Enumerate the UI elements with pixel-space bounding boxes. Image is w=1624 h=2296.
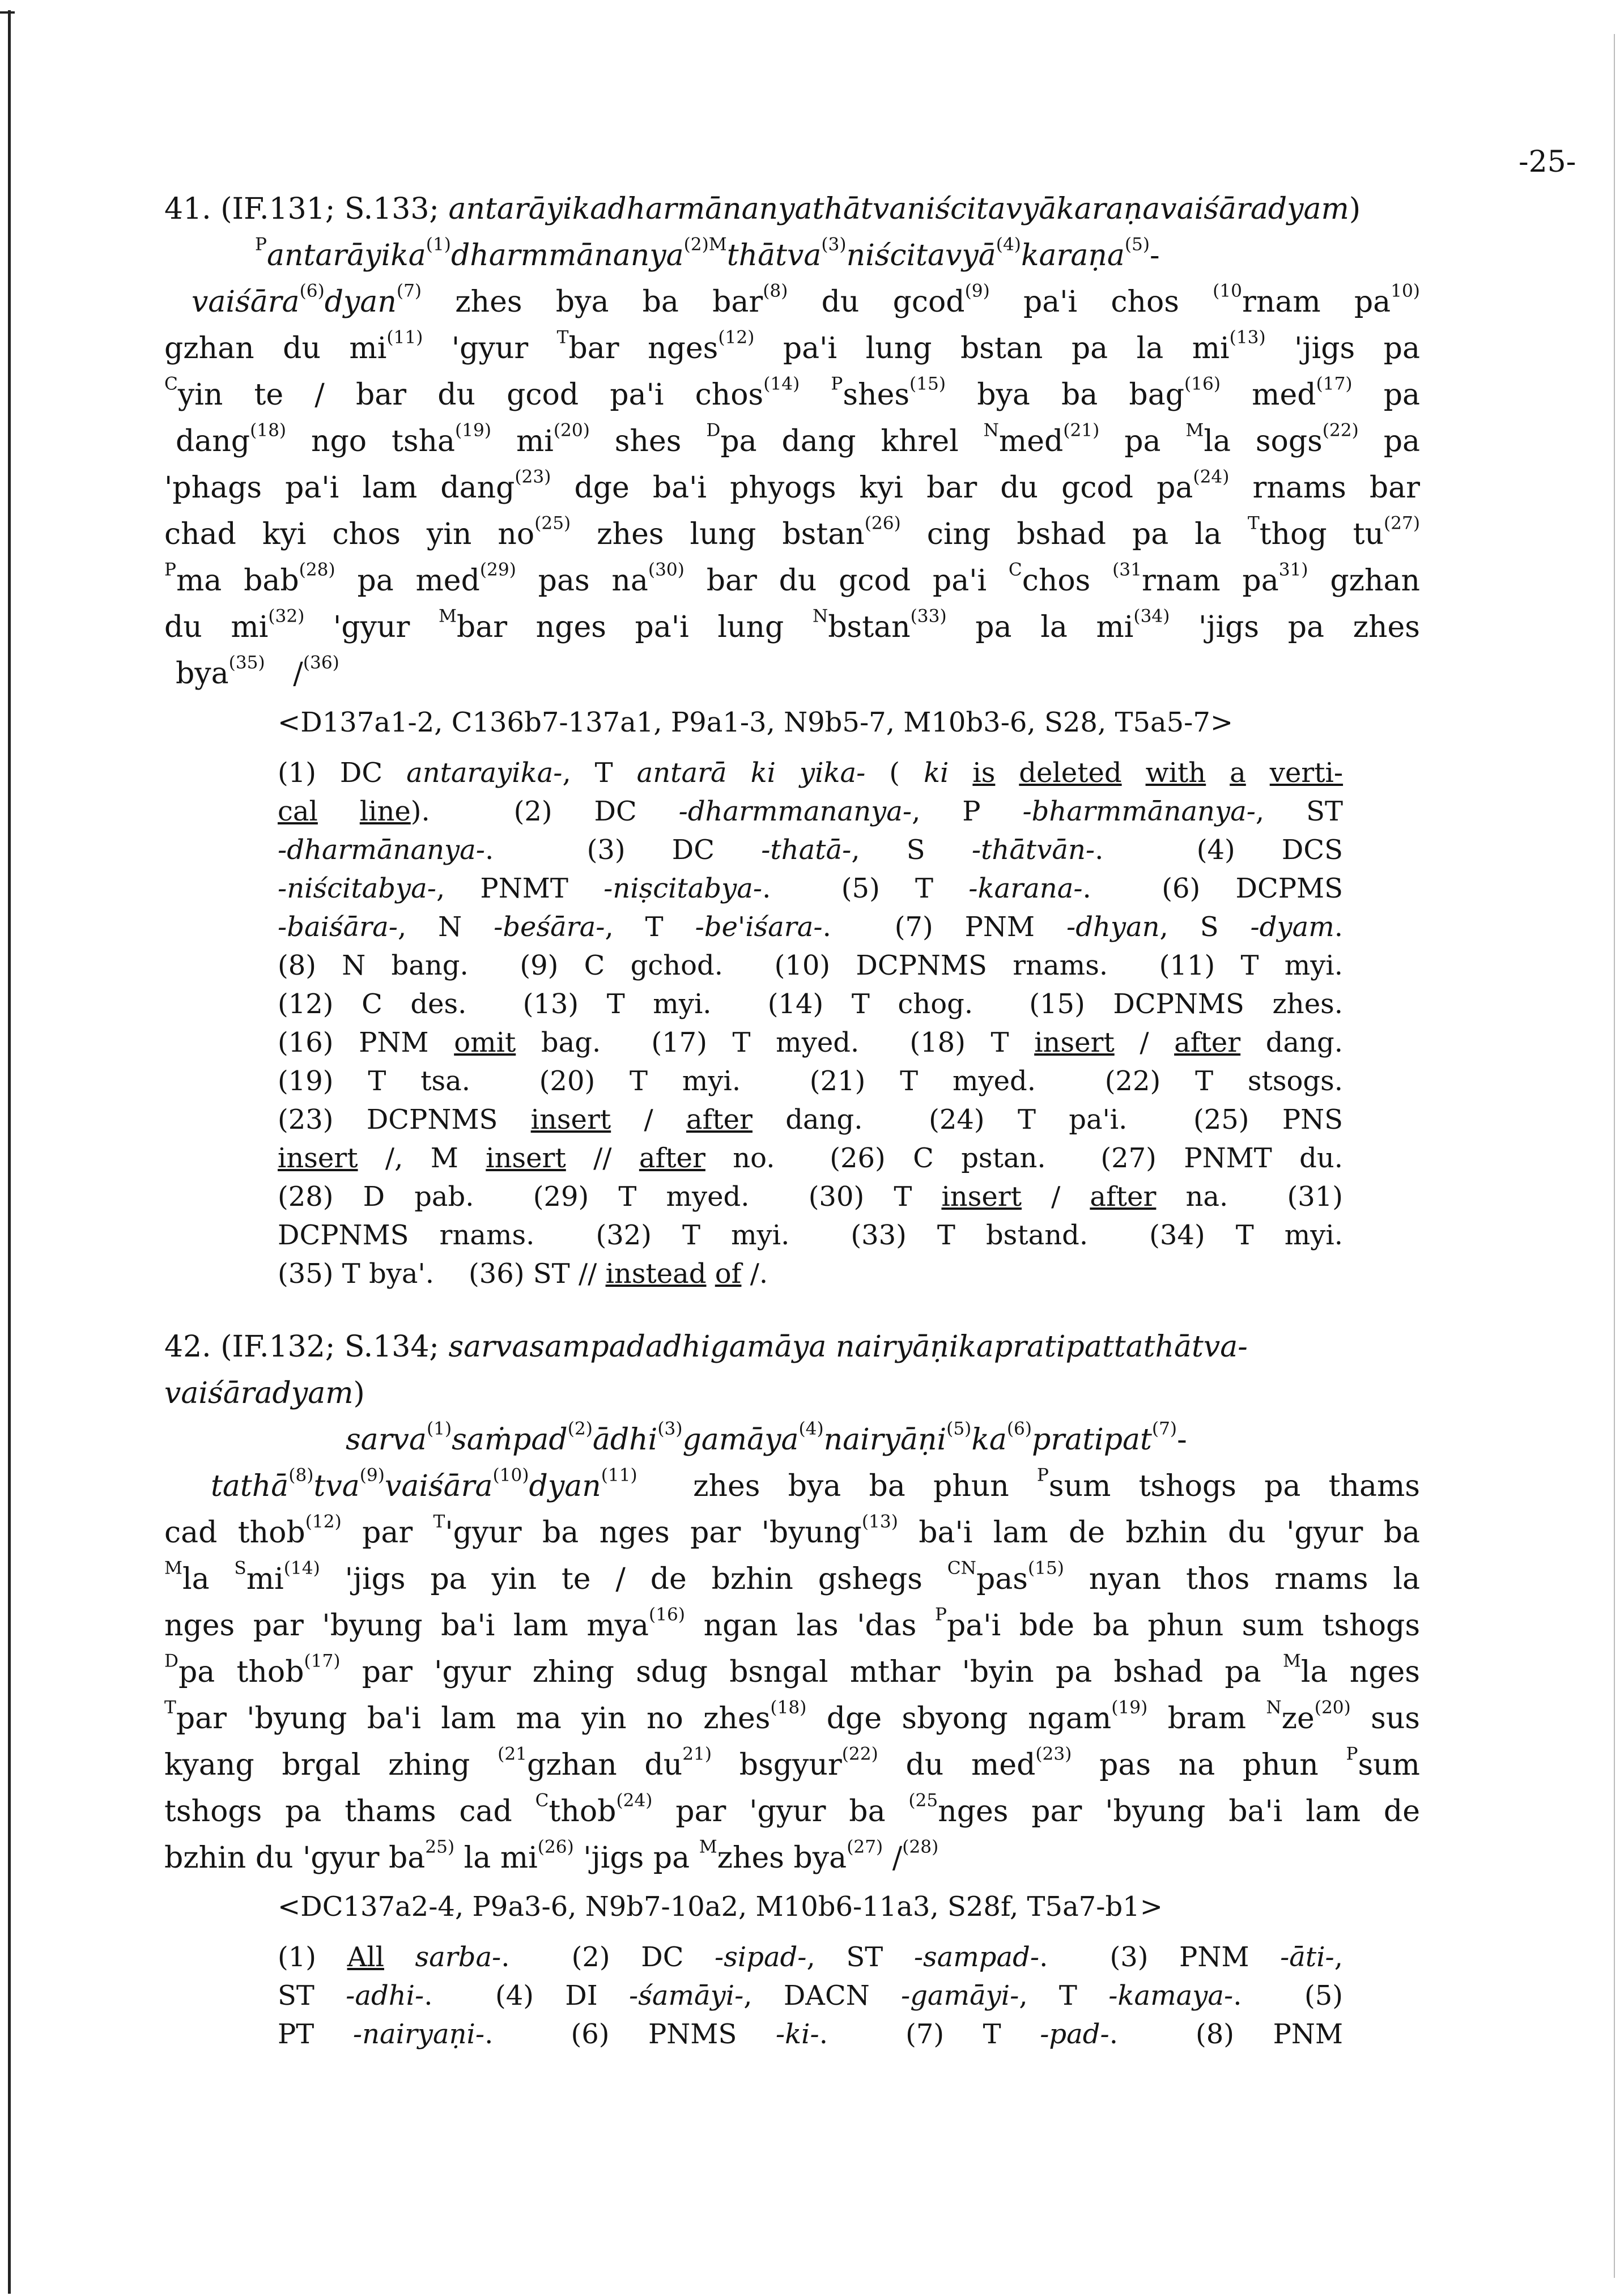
entry-41-note: insert /, M insert // after no. (26) C pstan. (27) PNMT du. [278, 1142, 1343, 1174]
entry-41-note: -niścitabya-, PNMT -niṣcitabya-. (5) T -karana-. (6) DCPMS [278, 873, 1344, 904]
entry-41-note: -dharmānanya-. (3) DC -thatā-, S -thātvān-. (4) DCS [278, 834, 1344, 866]
entry-42-note: ST -adhi-. (4) DI -śamāyi-, DACN -gamāyi-, T -kamaya-. (5) [278, 1980, 1344, 2012]
entry-42-line: $^D$pa thob$^{(17)}$ par 'gyur zhing sdug bsngal mthar 'byin pa bshad pa $^M$la nges [164, 1651, 1420, 1689]
entry-42-line: $^M$la $^Smi^{(14)}$ 'jigs pa yin te / de bzhin gshegs $^{CN}$pas$^{(15)}$ nyan thos rnams la [164, 1558, 1420, 1596]
entry-42-line: bzhin du 'gyur $ba^{25)}$ la $mi^{(26)}$ 'jigs pa $^M$zhes bya$^{(27)}$ /$^{(28)}$ [164, 1836, 939, 1875]
entry-42-line: nges par 'byung ba'i lam mya$^{(16)}$ ngan las 'das $^P$pa'i bde ba phun sum tshogs [164, 1604, 1420, 1643]
entry-42-note: (1) All sarba-. (2) DC -sipad-, ST -sampad-. (3) PNM -āti-, [278, 1941, 1344, 1973]
entry-41-note: (28) D pab. (29) T myed. (30) T insert / after na. (31) [278, 1181, 1344, 1213]
right-margin-rule [1614, 34, 1615, 2278]
entry-41-line: dang$^{(18)}$ ngo tsha$^{(19)}$ $mi^{(20)}$ shes $^D$pa dang khrel $^N$med$^{(21)}$ pa $^M$la sogs$^{(22)}$ pa [176, 420, 1420, 458]
page-number: -25- [1519, 145, 1576, 179]
entry-42-sources: <DC137a2-4, P9a3-6, N9b7-10a2, M10b6-11a3, S28f, T5a7-b1> [278, 1891, 1163, 1923]
entry-41-line: bya$^{(35)}$ /$^{(36)}$ [176, 652, 339, 691]
entry-42-line: $sarva^{(1)}saṁpad^{(2)}ādhi^{(3)}gamāya^{(4)}nairyāṇi^{(5)}ka^{(6)}pratipat^{(7)}-$ [346, 1418, 1187, 1457]
entry-41-line: $^P$ma bab$^{(28)}$ pa med$^{(29)}$ pas $na^{(30)}$ bar du gcod pa'i $^C$chos $^{(31}$rnam $pa^{31)}$ gzhan [164, 559, 1421, 598]
top-left-tick [0, 11, 15, 14]
entry-41-note: (8) N bang. (9) C gchod. (10) DCPNMS rnams. (11) T myi. [278, 950, 1343, 981]
entry-41-line: 'phags pa'i lam dang$^{(23)}$ dge ba'i phyogs kyi bar du gcod $pa^{(24)}$ rnams bar [164, 466, 1420, 505]
entry-41-note: (1) DC antarayika-, T antarā ki yika- ( ki is deleted with a verti- [278, 757, 1344, 789]
entry-41-line: du $mi^{(32)}$ 'gyur $^M$bar nges pa'i lung $^N$bstan$^{(33)}$ pa la $mi^{(34)}$ 'jigs pa zhes [164, 606, 1420, 644]
entry-42-line: tathā$^{(8)}$tva$^{(9)}$vaiśāra$^{(10)}$dyan$^{(11)}$ zhes bya ba phun $^P$sum tshogs pa thams [211, 1465, 1420, 1503]
entry-41-line: $^C$yin te / bar du gcod pa'i chos$^{(14)}$ $^P$shes$^{(15)}$ bya ba bag$^{(16)}$ med$^{(17)}$ pa [164, 373, 1421, 412]
entry-41-note: (23) DCPNMS insert / after dang. (24) T pa'i. (25) PNS [278, 1104, 1343, 1136]
entry-42-heading-cont: vaiśāradyam) [164, 1376, 365, 1410]
entry-42-heading: 42. (IF.132; S.134; sarvasampadadhigamāya nairyāṇikapratipattathātva- [164, 1330, 1248, 1364]
entry-42-line: cad thob$^{(12)}$ par $^T$'gyur ba nges par 'byung$^{(13)}$ ba'i lam de bzhin du 'gyur ba [164, 1511, 1420, 1550]
entry-41-line: gzhan du $mi^{(11)}$ 'gyur $^T$bar nges$^{(12)}$ pa'i lung bstan pa la $mi^{(13)}$ 'jigs pa [164, 327, 1420, 365]
entry-41-note: (19) T tsa. (20) T myi. (21) T myed. (22) T stsogs. [278, 1065, 1343, 1097]
entry-42-note: PT -nairyaṇi-. (6) PNMS -ki-. (7) T -pad-. (8) PNM [278, 2018, 1344, 2050]
entry-41-note: (12) C des. (13) T myi. (14) T chog. (15) DCPNMS zhes. [278, 988, 1343, 1020]
entry-41-line: chad kyi chos yin $no^{(25)}$ zhes lung bstan$^{(26)}$ cing bshad pa la $^T$thog $tu^{(27)}$ [164, 513, 1420, 551]
entry-42-line: tshogs pa thams cad $^C$thob$^{(24)}$ par 'gyur ba $^{(25}$nges par 'byung ba'i lam de [164, 1790, 1420, 1829]
entry-42-line: $^T$par 'byung ba'i lam ma yin no zhes$^{(18)}$ dge sbyong ngam$^{(19)}$ bram $^Nze^{(20)}$ sus [164, 1697, 1420, 1736]
left-margin-rule [8, 10, 11, 2294]
entry-41-heading: 41. (IF.131; S.133; antarāyikadharmānanyathātvaniścitavyākaraṇavaiśāradyam) [164, 192, 1361, 226]
entry-41-sources: <D137a1-2, C136b7-137a1, P9a1-3, N9b5-7, M10b3-6, S28, T5a5-7> [278, 707, 1234, 738]
entry-41-line: vaiśāra$^{(6)}$dyan$^{(7)}$ zhes bya ba bar$^{(8)}$ du gcod$^{(9)}$ pa'i chos $^{(10}$rnam $pa^{10)}$ [192, 280, 1420, 319]
entry-41-note: cal line). (2) DC -dharmmananya-, P -bharmmānanya-, ST [278, 796, 1343, 827]
entry-42-line: kyang brgal zhing $^{(21}$gzhan $du^{21)}$ bsgyur$^{(22)}$ du med$^{(23)}$ pas na phun $^P$sum [164, 1744, 1420, 1782]
entry-41-note: DCPNMS rnams. (32) T myi. (33) T bstand. (34) T myi. [278, 1219, 1343, 1251]
entry-41-note: (16) PNM omit bag. (17) T myed. (18) T insert / after dang. [278, 1027, 1344, 1058]
entry-41-line: $^P$antarāyika$^{(1)}$dharmmānanya$^{(2)M}$thātva$^{(3)}$niścitavyā$^{(4)}$karaṇa$^{(5)}$- [255, 234, 1160, 273]
entry-41-note: -baiśāra-, N -beśāra-, T -be'iśara-. (7) PNM -dhyan, S -dyam. [278, 911, 1344, 943]
entry-41-note: (35) T bya'. (36) ST // instead of /. [278, 1258, 768, 1290]
